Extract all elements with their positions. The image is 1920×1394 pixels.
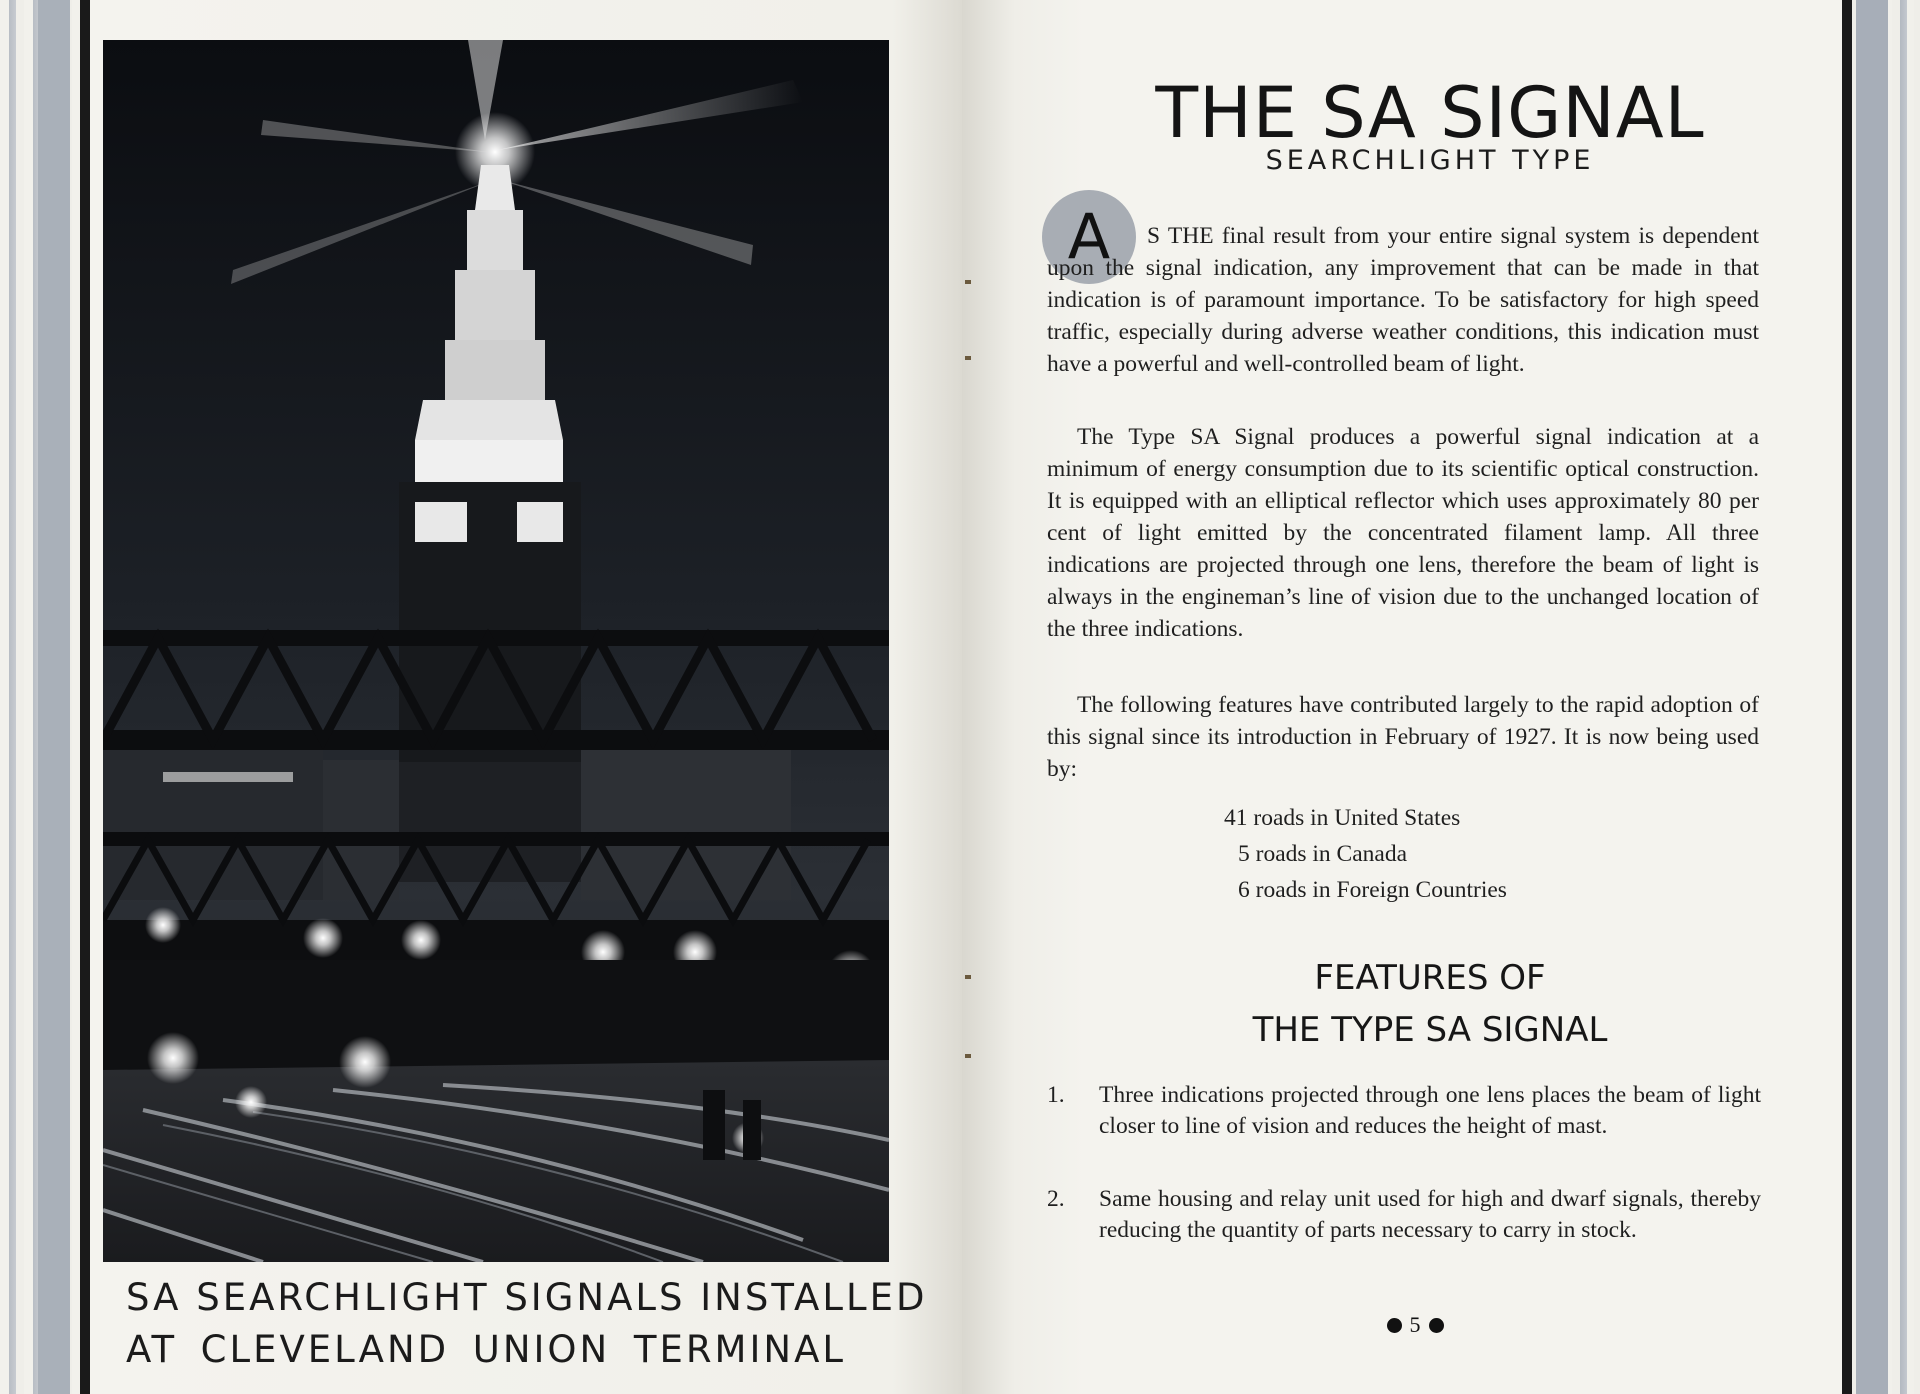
page-number-value: 5 (1409, 1312, 1421, 1337)
page-number (1360, 1312, 1470, 1338)
feature-text: Three indications projected through one lens places the beam of light closer to line of vision and reduces the height of mast. (1099, 1082, 1761, 1139)
drop-cap-letter: A (1042, 190, 1136, 284)
book-edge-right (1848, 0, 1920, 1394)
roads-list-item: 5 roads in Canada (1238, 841, 1408, 867)
features-heading-line-2: THE TYPE SA SIGNAL (1252, 1010, 1608, 1050)
feature-item (1047, 1184, 1761, 1246)
book-edge-left (0, 0, 86, 1394)
roads-list (1224, 800, 1507, 908)
roads-list-item: 6 roads in Foreign Countries (1238, 877, 1507, 903)
photo-caption-line-2: AT CLEVELAND UNION TERMINAL (126, 1328, 846, 1371)
features-heading-line-1: FEATURES OF (1314, 958, 1546, 998)
night-scene-illustration (103, 40, 889, 1262)
page-subtitle: SEARCHLIGHT TYPE (1265, 145, 1595, 176)
roads-list-item: 41 roads in United States (1224, 805, 1461, 831)
intro-paragraph-2: The Type SA Signal produces a powerful signal indication at a minimum of energy consumption due to its scientific optical construction. It is equipped with an elliptical reflector which uses approximately 80 per cent of light emitted by the concentrated filament lamp. All three indications are projected through one lens, therefore the beam of light is always in the engineman’s line of vision due to the unchanged location of the three indications. (1047, 424, 1759, 642)
feature-number: 1. (1047, 1082, 1065, 1108)
features-heading (1040, 952, 1820, 1056)
intro-paragraph-3: The following features have contributed largely to the rapid adoption of this signal since its introduction in February of 1927. It is now being used by: (1047, 692, 1759, 782)
photo-caption-line-1: SA SEARCHLIGHT SIGNALS INSTALLED (126, 1276, 928, 1319)
bullet-dot-icon (1387, 1318, 1402, 1333)
feature-text: Same housing and relay unit used for high and dwarf signals, thereby reducing the quantity of parts necessary to carry in stock. (1099, 1186, 1761, 1243)
feature-number: 2. (1047, 1186, 1065, 1212)
staple-mark (965, 356, 971, 360)
book-edge-right-dark (1842, 0, 1852, 1394)
terminal-tower-photo (103, 40, 889, 1262)
staple-mark (965, 975, 971, 979)
bullet-dot-icon (1429, 1318, 1444, 1333)
page-title: THE SA SIGNAL (1155, 72, 1705, 154)
staple-mark (965, 280, 971, 284)
intro-paragraph-1: S THE final result from your entire signal system is dependent upon the signal indication, any improvement that can be made in that indication is of paramount importance. To be satisfactory for high speed traffic, especially during adverse weather conditions, this indication must have a powerful and well-controlled beam of light. (1047, 223, 1759, 377)
staple-mark (965, 1054, 971, 1058)
feature-item (1047, 1080, 1761, 1142)
